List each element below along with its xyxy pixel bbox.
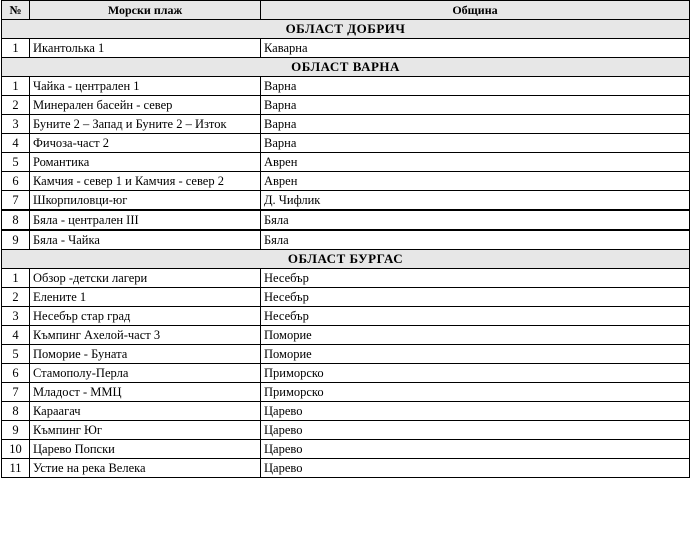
beach-name: Чайка - централен 1 bbox=[30, 77, 261, 96]
municipality-name: Царево bbox=[261, 402, 690, 421]
row-number: 2 bbox=[2, 96, 30, 115]
row-number: 5 bbox=[2, 345, 30, 364]
beach-name: Несебър стар град bbox=[30, 307, 261, 326]
row-number: 4 bbox=[2, 134, 30, 153]
row-number: 7 bbox=[2, 383, 30, 402]
row-number: 11 bbox=[2, 459, 30, 478]
header-num: № bbox=[2, 1, 30, 20]
table-row bbox=[2, 269, 690, 288]
region-row bbox=[2, 250, 690, 269]
region-name: ОБЛАСТ БУРГАС bbox=[2, 250, 690, 269]
beach-name: Младост - ММЦ bbox=[30, 383, 261, 402]
table-row bbox=[2, 421, 690, 440]
table-row bbox=[2, 172, 690, 191]
municipality-name: Поморие bbox=[261, 326, 690, 345]
beach-name: Романтика bbox=[30, 153, 261, 172]
municipality-name: Аврен bbox=[261, 153, 690, 172]
beaches-table bbox=[1, 0, 690, 478]
table-row bbox=[2, 402, 690, 421]
municipality-name: Варна bbox=[261, 96, 690, 115]
region-row bbox=[2, 20, 690, 39]
municipality-name: Приморско bbox=[261, 383, 690, 402]
header-beach: Морски плаж bbox=[30, 1, 261, 20]
table-header bbox=[2, 1, 690, 20]
municipality-name: Бяла bbox=[261, 210, 690, 230]
beach-name: Къмпинг Юг bbox=[30, 421, 261, 440]
table-row bbox=[2, 459, 690, 478]
table-row bbox=[2, 383, 690, 402]
beach-name: Фичоза-част 2 bbox=[30, 134, 261, 153]
municipality-name: Варна bbox=[261, 134, 690, 153]
beach-name: Икантолька 1 bbox=[30, 39, 261, 58]
table-row bbox=[2, 210, 690, 230]
beach-name: Бяла - Чайка bbox=[30, 230, 261, 250]
beach-name: Минерален басейн - север bbox=[30, 96, 261, 115]
region-row bbox=[2, 58, 690, 77]
beach-name: Елените 1 bbox=[30, 288, 261, 307]
row-number: 3 bbox=[2, 115, 30, 134]
table-row bbox=[2, 39, 690, 58]
table-row bbox=[2, 191, 690, 211]
beach-name: Стамополу-Перла bbox=[30, 364, 261, 383]
municipality-name: Варна bbox=[261, 115, 690, 134]
beach-name: Поморие - Буната bbox=[30, 345, 261, 364]
table-row bbox=[2, 153, 690, 172]
row-number: 10 bbox=[2, 440, 30, 459]
region-name: ОБЛАСТ ВАРНА bbox=[2, 58, 690, 77]
municipality-name: Царево bbox=[261, 459, 690, 478]
beach-name: Бяла - централен III bbox=[30, 210, 261, 230]
beach-name: Устие на река Велека bbox=[30, 459, 261, 478]
row-number: 6 bbox=[2, 364, 30, 383]
table-row bbox=[2, 345, 690, 364]
table-row bbox=[2, 326, 690, 345]
row-number: 1 bbox=[2, 77, 30, 96]
beach-name: Шкорпиловци-юг bbox=[30, 191, 261, 211]
municipality-name: Варна bbox=[261, 77, 690, 96]
municipality-name: Аврен bbox=[261, 172, 690, 191]
table-row bbox=[2, 96, 690, 115]
header-municipality: Община bbox=[261, 1, 690, 20]
municipality-name: Приморско bbox=[261, 364, 690, 383]
row-number: 8 bbox=[2, 402, 30, 421]
row-number: 8 bbox=[2, 210, 30, 230]
table-row bbox=[2, 115, 690, 134]
beach-name: Царево Попски bbox=[30, 440, 261, 459]
table-row bbox=[2, 288, 690, 307]
municipality-name: Несебър bbox=[261, 288, 690, 307]
row-number: 4 bbox=[2, 326, 30, 345]
row-number: 5 bbox=[2, 153, 30, 172]
municipality-name: Бяла bbox=[261, 230, 690, 250]
row-number: 1 bbox=[2, 39, 30, 58]
row-number: 3 bbox=[2, 307, 30, 326]
municipality-name: Д. Чифлик bbox=[261, 191, 690, 211]
municipality-name: Несебър bbox=[261, 307, 690, 326]
beach-name: Буните 2 – Запад и Буните 2 – Изток bbox=[30, 115, 261, 134]
municipality-name: Царево bbox=[261, 440, 690, 459]
municipality-name: Поморие bbox=[261, 345, 690, 364]
region-name: ОБЛАСТ ДОБРИЧ bbox=[2, 20, 690, 39]
table-row bbox=[2, 230, 690, 250]
beach-name: Къмпинг Ахелой-част 3 bbox=[30, 326, 261, 345]
header-row bbox=[2, 1, 690, 20]
municipality-name: Царево bbox=[261, 421, 690, 440]
beach-name: Обзор -детски лагери bbox=[30, 269, 261, 288]
row-number: 9 bbox=[2, 230, 30, 250]
municipality-name: Несебър bbox=[261, 269, 690, 288]
row-number: 2 bbox=[2, 288, 30, 307]
table-row bbox=[2, 364, 690, 383]
table-row bbox=[2, 440, 690, 459]
row-number: 1 bbox=[2, 269, 30, 288]
row-number: 9 bbox=[2, 421, 30, 440]
beach-name: Караагач bbox=[30, 402, 261, 421]
table-row bbox=[2, 307, 690, 326]
table-row bbox=[2, 134, 690, 153]
row-number: 6 bbox=[2, 172, 30, 191]
row-number: 7 bbox=[2, 191, 30, 211]
beach-name: Камчия - север 1 и Камчия - север 2 bbox=[30, 172, 261, 191]
municipality-name: Каварна bbox=[261, 39, 690, 58]
table-row bbox=[2, 77, 690, 96]
table-body bbox=[2, 20, 690, 478]
